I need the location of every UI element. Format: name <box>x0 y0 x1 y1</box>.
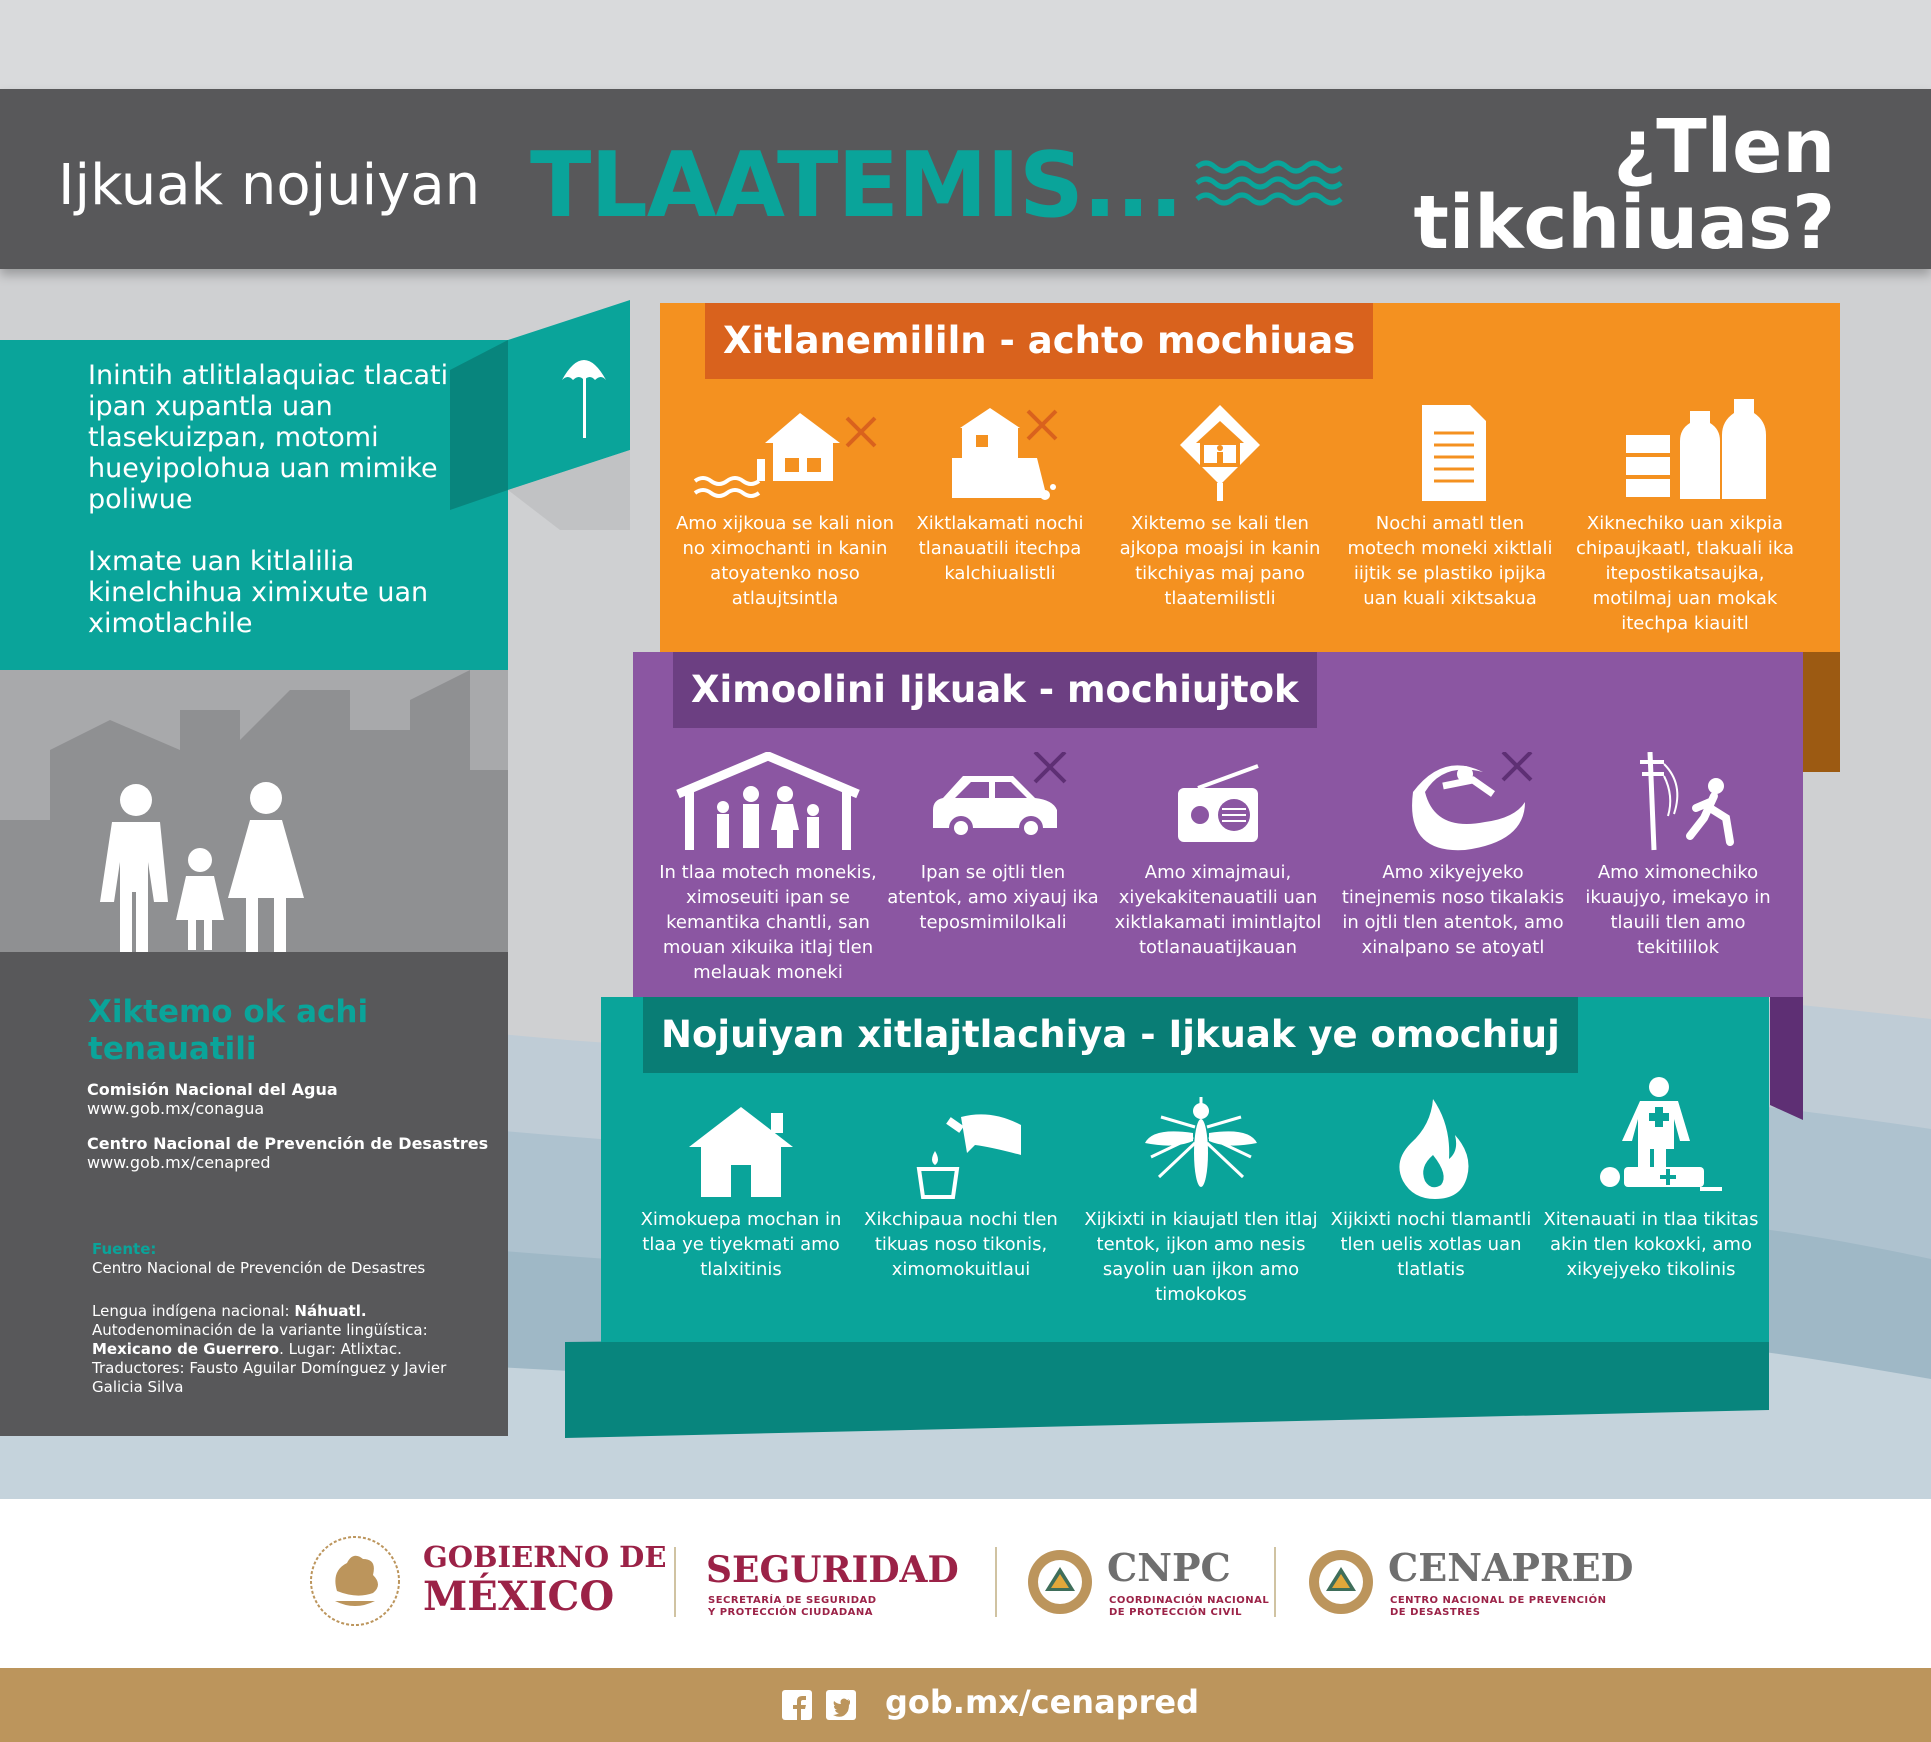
gobierno-logo <box>305 1539 667 1629</box>
item-mosquito <box>1081 1097 1321 1307</box>
footer-url[interactable]: gob.mx/cenapred <box>885 1683 1199 1721</box>
org-url[interactable]: www.gob.mx/cenapred <box>87 1153 271 1172</box>
coat-of-arms-icon <box>305 1531 405 1631</box>
shelter-sign-icon <box>1110 403 1330 503</box>
item-document <box>1340 403 1560 611</box>
source-note <box>92 1240 492 1278</box>
translators-text: Traductores: Fausto Aguilar Domínguez y Javier Galicia Silva <box>92 1359 447 1396</box>
radio-icon <box>1108 752 1328 852</box>
umbrella-flag-icon <box>450 300 630 530</box>
header-question <box>1395 104 1835 266</box>
org-name: Centro Nacional de Prevención de Desastres <box>87 1134 489 1153</box>
source-label: Fuente: <box>92 1240 157 1258</box>
footer-bar <box>0 1668 1931 1742</box>
variant-value: Mexicano de Guerrero <box>92 1340 280 1358</box>
org-cenapred <box>87 1134 488 1172</box>
twitter-icon[interactable] <box>826 1690 856 1720</box>
item-text: Nochi amatl tlen motech moneki xiktlali iijtik se plastiko ipijka uan kuali xiktsakua <box>1347 513 1553 609</box>
info-panel <box>0 952 508 1436</box>
item-radio <box>1108 752 1328 960</box>
header-question-line1: ¿Tlen <box>1613 104 1835 190</box>
section-fold <box>1770 985 1803 1120</box>
seguridad-logo <box>706 1539 976 1629</box>
first-aid-icon <box>1536 1077 1766 1199</box>
variant-label: Autodenominación de la variante lingüística: <box>92 1321 428 1339</box>
item-text: Amo ximonechiko ikuaujyo, imekayo in tlauili tlen amo tekitililok <box>1585 862 1771 958</box>
header-lead-text: Ijkuak nojuiyan <box>58 153 481 218</box>
footer-logos <box>0 1499 1931 1668</box>
section-title: Nojuiyan xitlajtlachiya - Ijkuak ye omochiuj <box>643 997 1578 1073</box>
section-before <box>660 303 1840 652</box>
cnpc-logo <box>1025 1539 1270 1629</box>
gobierno-line2: MÉXICO <box>423 1573 615 1620</box>
section-during <box>633 652 1803 997</box>
cenapred-emblem-icon <box>1306 1547 1376 1617</box>
item-house-water <box>675 403 895 611</box>
seguridad-title: SEGURIDAD <box>706 1549 959 1591</box>
item-supplies <box>1570 393 1800 636</box>
document-icon <box>1340 403 1560 503</box>
waves-icon <box>1195 159 1345 215</box>
item-text: Ximokuepa mochan in tlaa ye tiyekmati amo tlalxitinis <box>640 1209 842 1280</box>
item-text: Ipan se ojtli tlen atentok, amo xiyauj ika teposmimilolkali <box>887 862 1099 933</box>
language-note <box>92 1302 482 1397</box>
place-text: . Lugar: Atlixtac. <box>279 1340 402 1358</box>
header-question-line2: tikchiuas? <box>1413 180 1835 266</box>
cnpc-sub-line1: COORDINACIÓN NACIONAL <box>1109 1595 1270 1606</box>
house-icon <box>631 1107 851 1199</box>
item-text: Xikchipaua nochi tlen tikuas noso tikonis, ximomokuitlaui <box>864 1209 1058 1280</box>
section-title: Ximoolini Ijkuak - mochiujtok <box>673 652 1317 728</box>
language-value: Náhuatl. <box>294 1302 367 1320</box>
item-text: In tlaa motech monekis, ximoseuiti ipan se kemantika chantli, san mouan xikuika itlaj tlen melauak moneki <box>659 862 877 983</box>
supplies-icon <box>1570 393 1800 503</box>
logo-divider <box>674 1547 676 1617</box>
cenapred-logo <box>1306 1539 1636 1629</box>
item-powerline <box>1568 752 1788 960</box>
item-text: Xitenauati in tlaa tikitas akin tlen kokoxki, amo xikyejyeko tikolinis <box>1543 1209 1759 1280</box>
facebook-icon[interactable] <box>782 1690 812 1720</box>
cenapred-sub-line1: CENTRO NACIONAL DE PREVENCIÓN <box>1390 1595 1607 1606</box>
car-icon <box>883 752 1103 852</box>
item-text: Xiktlakamati nochi tlanauatili itechpa kalchiualistli <box>916 513 1084 584</box>
intro-paragraph-1: Inintih atlitlalaquiac tlacati ipan xupantla uan tlasekuizpan, motomi hueyipolohua uan mimike poliwue <box>88 360 449 515</box>
header-highlight: TLAATEMIS... <box>530 133 1183 238</box>
cenapred-title: CENAPRED <box>1388 1545 1634 1590</box>
cnpc-title: CNPC <box>1107 1545 1231 1590</box>
fire-icon <box>1321 1097 1541 1199</box>
section-fold <box>565 1330 1769 1438</box>
intro-panel <box>0 340 508 670</box>
family-shelter-icon <box>653 752 883 852</box>
cnpc-sub-line2: DE PROTECCIÓN CIVIL <box>1109 1607 1242 1618</box>
item-text: Amo ximajmaui, xiyekakitenauatili uan xiktlakamati imintlajtol totlanauatijkauan <box>1114 862 1322 958</box>
cenapred-subtitle <box>1390 1595 1607 1619</box>
powerline-icon <box>1568 752 1788 852</box>
item-swimmer <box>1333 752 1573 960</box>
item-text: Xijkixti in kiaujatl tlen itlaj tentok, ijkon amo nesis sayolin uan ijkon amo timokokos <box>1084 1209 1318 1305</box>
gobierno-line1: GOBIERNO DE <box>423 1540 667 1574</box>
seguridad-sub-line1: SECRETARÍA DE SEGURIDAD <box>708 1595 877 1606</box>
org-name: Comisión Nacional del Agua <box>87 1080 338 1099</box>
item-text: Xijkixti nochi tlamantli tlen uelis xotlas uan tlatlatis <box>1330 1209 1532 1280</box>
water-drop-icon <box>851 1107 1071 1199</box>
item-shelter-sign <box>1110 403 1330 611</box>
item-text: Xiktemo se kali tlen ajkopa moajsi in kanin tikchiyas maj pano tlaatemilistli <box>1119 513 1321 609</box>
logo-divider <box>995 1547 997 1617</box>
more-info-title: Xiktemo ok achi tenauatili <box>88 994 369 1067</box>
family-icon <box>0 670 508 952</box>
item-car <box>883 752 1103 935</box>
cnpc-emblem-icon <box>1025 1547 1095 1617</box>
section-title: Xitlanemililn - achto mochiuas <box>705 303 1373 379</box>
item-text: Amo xikyejyeko tinejnemis noso tikalakis in ojtli tlen atentok, amo xinalpano se atoyatl <box>1341 862 1565 958</box>
house-cliff-icon <box>890 403 1110 503</box>
item-fire <box>1321 1097 1541 1282</box>
language-label: Lengua indígena nacional: <box>92 1302 295 1320</box>
item-text: Xiknechiko uan xikpia chipaujkaatl, tlakuali ika itepostikatsaujka, motilmaj uan mokak itechpa kiauitl <box>1575 513 1795 634</box>
swimmer-icon <box>1333 752 1573 852</box>
source-text: Centro Nacional de Prevención de Desastres <box>92 1259 426 1277</box>
cenapred-sub-line2: DE DESASTRES <box>1390 1607 1481 1618</box>
org-url[interactable]: www.gob.mx/conagua <box>87 1099 265 1118</box>
intro-paragraph-2: Ixmate uan kitlalilia kinelchihua ximixute uan ximotlachile <box>88 546 429 639</box>
seguridad-subtitle <box>708 1595 877 1619</box>
org-conagua <box>87 1080 338 1118</box>
item-water-drop <box>851 1107 1071 1282</box>
section-after <box>601 997 1769 1342</box>
item-text: Amo xijkoua se kali nion no ximochanti in kanin atoyatenko noso atlaujtsintla <box>675 513 895 609</box>
cnpc-subtitle <box>1109 1595 1269 1619</box>
seguridad-sub-line2: Y PROTECCIÓN CIUDADANA <box>708 1607 874 1618</box>
logo-divider <box>1274 1547 1276 1617</box>
item-family-shelter <box>653 752 883 985</box>
item-first-aid <box>1536 1077 1766 1282</box>
item-house <box>631 1107 851 1282</box>
item-house-cliff <box>890 403 1110 586</box>
header-banner <box>0 89 1931 269</box>
house-water-icon <box>675 403 895 503</box>
city-family-illustration <box>0 670 508 952</box>
mosquito-icon <box>1081 1097 1321 1199</box>
